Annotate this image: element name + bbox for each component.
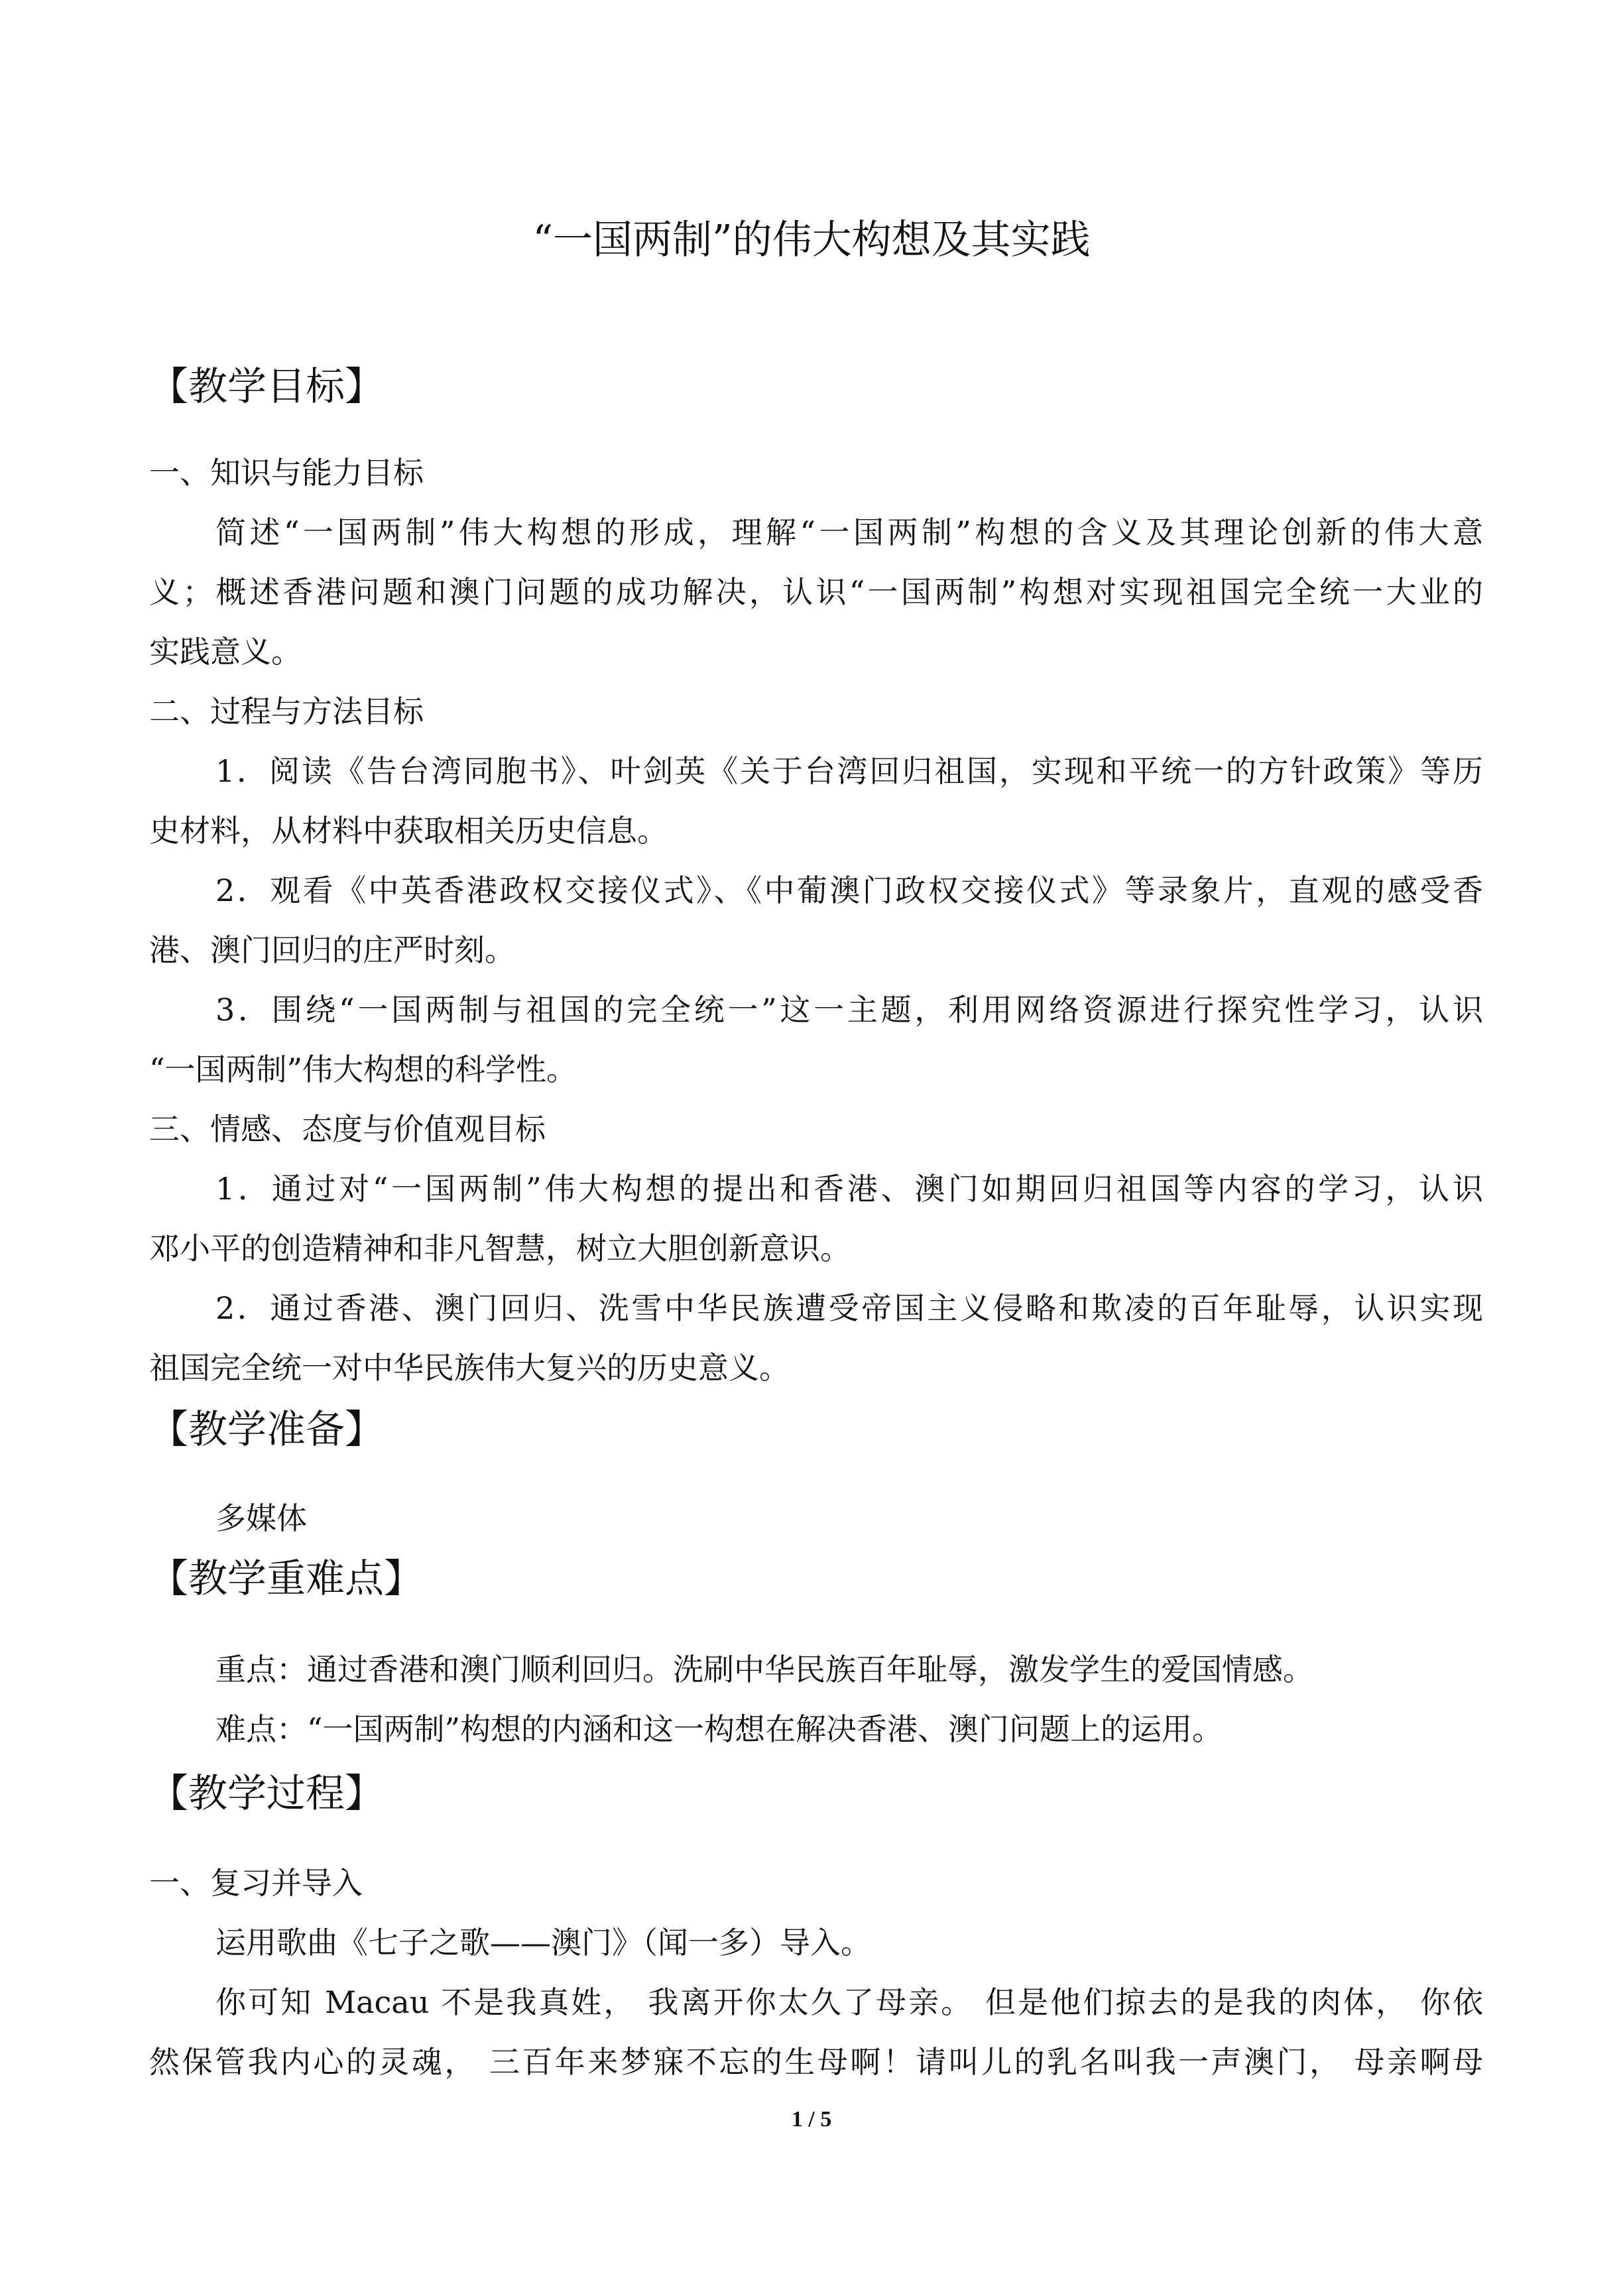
process-goal-1-line-2: 史材料，从材料中获取相关历史信息。 [149,813,668,849]
key-point-difficulty: 难点：“一国两制”构想的内涵和这一构想在解决香港、澳门问题上的运用。 [215,1711,1223,1747]
process-goal-1-line-1: 1．阅读《告台湾同胞书》、叶剑英《关于台湾回归祖国，实现和平统一的方针政策》等历 [215,753,1483,789]
section-heading-preparation: 【教学准备】 [149,1406,385,1452]
process-goal-3-line-1: 3．围绕“一国两制与祖国的完全统一”这一主题，利用网络资源进行探究性学习，认识 [215,992,1483,1028]
values-goal-2-line-1: 2．通过香港、澳门回归、洗雪中华民族遭受帝国主义侵略和欺凌的百年耻辱，认识实现 [215,1290,1483,1326]
process-goal-2-line-2: 港、澳门回归的庄严时刻。 [149,932,515,968]
knowledge-goal-line-2: 义；概述香港问题和澳门问题的成功解决，认识“一国两制”构想对实现祖国完全统一大业的 [149,574,1483,610]
values-goal-label: 三、情感、态度与价值观目标 [149,1111,546,1147]
process-step-1-label: 一、复习并导入 [149,1865,363,1901]
preparation-text: 多媒体 [215,1500,307,1536]
process-intro-text: 运用歌曲《七子之歌——澳门》（闻一多）导入。 [215,1925,871,1961]
page-indicator: 1 / 5 [791,2107,832,2132]
process-goal-label: 二、过程与方法目标 [149,694,424,729]
section-heading-key-points: 【教学重难点】 [149,1555,424,1601]
values-goal-1-line-2: 邓小平的创造精神和非凡智慧，树立大胆创新意识。 [149,1231,851,1266]
values-goal-2-line-2: 祖国完全统一对中华民族伟大复兴的历史意义。 [149,1350,790,1386]
knowledge-goal-line-1: 简述“一国两制”伟大构想的形成，理解“一国两制”构想的含义及其理论创新的伟大意 [215,514,1483,550]
document-title: “一国两制”的伟大构想及其实践 [532,217,1091,263]
process-goal-2-line-1: 2．观看《中英香港政权交接仪式》、《中葡澳门政权交接仪式》等录象片，直观的感受香 [215,873,1483,908]
values-goal-1-line-1: 1．通过对“一国两制”伟大构想的提出和香港、澳门如期回归祖国等内容的学习，认识 [215,1171,1483,1207]
poem-line-1: 你可知 Macau 不是我真姓， 我离开你太久了母亲。 但是他们掠去的是我的肉体， 你依 [215,1984,1483,2020]
section-heading-process: 【教学过程】 [149,1770,385,1816]
section-heading-objectives: 【教学目标】 [149,363,385,409]
key-point-focus: 重点：通过香港和澳门顺利回归。洗刷中华民族百年耻辱，激发学生的爱国情感。 [215,1652,1313,1687]
knowledge-goal-label: 一、知识与能力目标 [149,455,424,491]
knowledge-goal-line-3: 实践意义。 [149,634,302,670]
process-goal-3-line-2: “一国两制”伟大构想的科学性。 [149,1052,577,1087]
poem-line-2: 然保管我内心的灵魂， 三百年来梦寐不忘的生母啊！请叫儿的乳名叫我一声澳门， 母亲啊母 [149,2044,1483,2080]
